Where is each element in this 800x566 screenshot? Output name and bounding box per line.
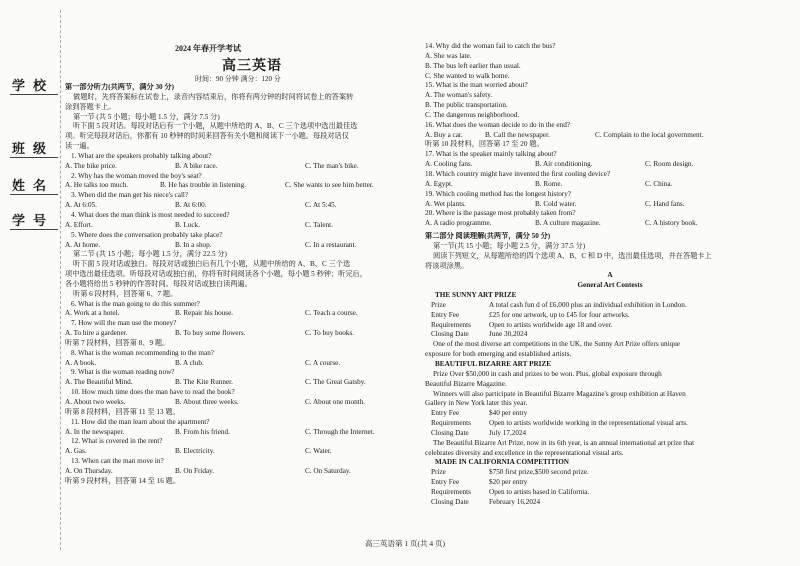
- q6-block: [65, 300, 415, 320]
- school-line: [10, 94, 58, 95]
- info-row: [425, 330, 795, 340]
- info-value: July 17,2024: [489, 428, 527, 437]
- binding-dash-line: [60, 10, 61, 550]
- option-c[interactable]: C. The Great Gatsby.: [305, 378, 366, 387]
- option-b[interactable]: B. Luck.: [175, 220, 200, 229]
- exam-meta: 时间：90 分钟 满分：120 分: [195, 75, 281, 83]
- info-value: Open to artists based in California.: [489, 487, 590, 496]
- option-b[interactable]: B. Call the newspaper.: [485, 130, 550, 139]
- student-id-line: [10, 229, 58, 230]
- q11-block: [65, 418, 415, 438]
- question-text: 2. Why has the woman moved the boy's seat?: [71, 171, 202, 180]
- question-text: 18. Which country might have invented the first cooling device?: [425, 169, 611, 178]
- option-b[interactable]: B. Repair his house.: [175, 309, 234, 318]
- options-row: [65, 241, 415, 251]
- info-row: [425, 419, 795, 429]
- option-c[interactable]: C. China.: [645, 179, 673, 188]
- question-text: 19. Which cooling method has the longest history?: [425, 189, 571, 198]
- q19-block: [425, 190, 795, 210]
- option-c[interactable]: C. Water.: [305, 447, 332, 456]
- option-b[interactable]: B. On Friday.: [175, 466, 215, 475]
- passage-text: The Beautiful Bizarre Art Prize, now in its 6th year, is an annual international art prize that: [433, 438, 695, 447]
- material-instruction: 听第 9 段材料，回答第 14 至 16 题。: [65, 476, 181, 485]
- question-text: 20. Where is the passage most probably taken from?: [425, 209, 576, 218]
- info-key: Requirements: [431, 487, 471, 496]
- option-a[interactable]: A. He talks too much.: [65, 181, 129, 190]
- option-c[interactable]: C. Teach a course.: [305, 309, 358, 318]
- options-row: [425, 160, 795, 170]
- info-key: Closing Date: [431, 330, 469, 339]
- material-instruction: 听第 10 段材料，回答第 17 至 20 题。: [425, 140, 544, 149]
- part1-intro-line: 做题时，先将答案标在试卷上，录音内容结束后，你将有两分钟的时间将试卷上的答案转: [73, 92, 354, 101]
- option-c[interactable]: C. The man's bike.: [305, 161, 359, 170]
- option-a[interactable]: A. On Thursday.: [65, 466, 113, 475]
- q5-block: [65, 231, 415, 251]
- option-c[interactable]: C. She wanted to walk home.: [425, 71, 510, 80]
- info-key: Requirements: [431, 419, 471, 428]
- part1-intro-line: 涂到答题卡上。: [65, 102, 116, 111]
- part1-heading: 第一部分听力(共两节，满分 30 分): [65, 83, 175, 91]
- info-row: [425, 409, 795, 419]
- info-row: [425, 311, 795, 321]
- question-text: 1. What are the speakers probably talking about?: [71, 151, 212, 160]
- option-a[interactable]: A. A radio programme.: [425, 219, 492, 228]
- q10-block: [65, 388, 415, 408]
- passage-text: Prize Over $50,000 in cash and prizes to be won. Plus, global exposure through: [433, 369, 662, 378]
- info-row: [425, 498, 795, 508]
- question-text: 4. What does the man think is most needed to succeed?: [71, 210, 230, 219]
- q12-block: [65, 437, 415, 457]
- q9-block: [65, 368, 415, 388]
- option-c[interactable]: C. Hand fans.: [645, 199, 685, 208]
- section-directions: 项中选出最佳选项。听每段对话或独白前，你将有时间阅读各个小题，每小题 5 秒钟；听完后，: [65, 270, 367, 279]
- question-text: 13. When can the man move in?: [71, 457, 164, 466]
- question-text: 17. What is the speaker mainly talking about?: [425, 150, 557, 159]
- option-a[interactable]: A. About two weeks.: [65, 398, 126, 406]
- option-c[interactable]: C. A course.: [305, 358, 341, 367]
- option-a[interactable]: A. Wet plants.: [425, 199, 466, 208]
- info-key: Requirements: [431, 320, 471, 329]
- q3-block: [65, 191, 415, 211]
- q4-block: [65, 211, 415, 231]
- options-row: [425, 131, 795, 141]
- right-column: [425, 42, 795, 508]
- question-text: 16. What does the woman decide to do in the end?: [425, 120, 570, 129]
- option-c[interactable]: C. Room design.: [645, 160, 694, 169]
- option-c[interactable]: C. At 5:45.: [305, 201, 337, 210]
- info-value: £25 for one artwork, up to £45 for four artworks.: [489, 310, 630, 319]
- info-row: [425, 468, 795, 478]
- student-id-label: 学号: [12, 214, 55, 229]
- options-row: [65, 467, 415, 477]
- option-b[interactable]: B. To buy some flowers.: [175, 329, 246, 338]
- question-text: 8. What is the woman recommending to the man?: [71, 348, 214, 357]
- q15-block: [425, 81, 795, 120]
- option-c[interactable]: C. On Saturday.: [305, 466, 351, 475]
- options-row: [65, 201, 415, 211]
- option-c[interactable]: C. About one month.: [305, 398, 366, 406]
- info-row: [425, 429, 795, 439]
- option-a[interactable]: A. Work at a hotel.: [65, 309, 120, 318]
- info-key: Entry Fee: [431, 478, 460, 487]
- options-row: [425, 219, 795, 229]
- option-a[interactable]: A. The woman's safety.: [425, 91, 493, 100]
- option-b[interactable]: B. Electricity.: [175, 447, 215, 456]
- section-directions: 各小题将给出 5 秒钟的作答时间。每段对话或独白读两遍。: [65, 279, 252, 288]
- q18-block: [425, 170, 795, 190]
- section-heading: 第一节(共 15 小题；每小题 2.5 分，满分 37.5 分): [433, 241, 586, 250]
- option-b[interactable]: B. Cold water.: [535, 199, 577, 208]
- option-c[interactable]: C. In a restaurant.: [305, 240, 357, 249]
- passage-text: Beautiful Bizarre Magazine.: [425, 379, 507, 388]
- passage-text: One of the most diverse art competitions in the UK, the Sunny Art Prize offers unique: [433, 340, 680, 349]
- passage-letter: A: [607, 271, 613, 280]
- passage-title: General Art Contests: [577, 281, 643, 290]
- option-b[interactable]: B. A club.: [175, 358, 204, 367]
- info-value: June 30,2024: [489, 330, 528, 339]
- option-a[interactable]: A. Buy a car.: [425, 130, 463, 139]
- info-value: Open to artists worldwide age 18 and over.: [489, 320, 613, 329]
- option-b[interactable]: B. From his friend.: [175, 427, 230, 436]
- option-b[interactable]: B. The bus left earlier than usual.: [425, 61, 521, 70]
- option-a[interactable]: A. Gas.: [65, 447, 87, 456]
- question-text: 12. What is covered in the rent?: [71, 437, 163, 446]
- info-value: February 16,2024: [489, 497, 541, 506]
- options-row: [65, 329, 415, 339]
- option-a[interactable]: A. At home.: [65, 240, 101, 249]
- section-heading: 第二节 (共 15 小题；每小题 1.5 分，满分 22.5 分): [73, 250, 227, 259]
- options-row: [65, 428, 415, 438]
- option-b[interactable]: B. The public transportation.: [425, 101, 508, 110]
- option-a[interactable]: A. She was late.: [425, 51, 472, 60]
- info-row: [425, 478, 795, 488]
- name-label: 姓名: [12, 179, 55, 194]
- info-row: [425, 321, 795, 331]
- contest-title: THE SUNNY ART PRIZE: [435, 291, 517, 300]
- material-instruction: 听第 8 段材料，回答第 11 至 13 题。: [65, 407, 180, 416]
- option-a[interactable]: A. The Beautiful Mind.: [65, 378, 133, 387]
- page-footer: 高三英语第 1 页(共 4 页): [365, 539, 445, 548]
- section-directions: 听下面 5 段对话。每段对话后有一个小题，从题中所给的 A、B、C 三个选项中选出最佳选: [73, 122, 358, 131]
- passage-text: celebrates diversity and excellence in the representational visual arts.: [425, 448, 624, 457]
- options-row: [65, 181, 415, 191]
- school-label: 学校: [12, 79, 55, 94]
- options-row: [65, 447, 415, 457]
- section-directions: 阅读下列短文，从每题所给的四个选项 A、B、C 和 D 中，选出最佳选项，并在答题卡上: [433, 251, 712, 260]
- info-value: $40 per entry: [489, 409, 528, 418]
- option-c[interactable]: C. She wants to see him better.: [285, 181, 374, 190]
- passage-text: exposure for both emerging and established artists.: [425, 350, 572, 359]
- options-row: [65, 359, 415, 369]
- option-a[interactable]: A. Effort.: [65, 220, 93, 229]
- q16-block: [425, 121, 795, 141]
- option-a[interactable]: A. Egypt.: [425, 179, 453, 188]
- option-a[interactable]: A. A book.: [65, 358, 97, 367]
- option-c[interactable]: C. The dangerous neighborhood.: [425, 110, 520, 119]
- section-directions: 听下面 5 段对话或独白。每段对话或独白后有几个小题，从题中所给的 A、B、C 三个选: [73, 260, 351, 269]
- option-b[interactable]: B. In a shop.: [175, 240, 212, 249]
- exam-name: 2024 年春开学考试: [175, 44, 241, 53]
- contest-title: MADE IN CALIFORNIA COMPETITION: [435, 458, 569, 467]
- section-directions: 项。听完每段对话后，你都有 10 秒钟的时间来回答有关小题和阅读下一小题。每段对话仅: [65, 132, 349, 141]
- info-row: [425, 301, 795, 311]
- question-text: 14. Why did the woman fail to catch the bus?: [425, 42, 556, 50]
- option-c[interactable]: C. To buy books.: [305, 329, 355, 338]
- options-row: [65, 378, 415, 388]
- q7-block: [65, 319, 415, 339]
- options-row: [425, 180, 795, 190]
- info-key: Closing Date: [431, 497, 469, 506]
- option-a[interactable]: A. Cooling fans.: [425, 160, 473, 169]
- option-b[interactable]: B. Rome.: [535, 179, 563, 188]
- info-value: Open to artists worldwide working in the representational visual arts.: [489, 419, 688, 428]
- option-c[interactable]: C. A history book.: [645, 219, 698, 228]
- info-key: Entry Fee: [431, 310, 460, 319]
- q2-block: [65, 172, 415, 192]
- section-heading: 第一节 (共 5 小题；每小题 1.5 分，满分 7.5 分): [73, 112, 220, 121]
- question-text: 15. What is the man worried about?: [425, 81, 528, 90]
- section-directions: 将该项涂黑。: [425, 261, 469, 270]
- info-key: Prize: [431, 468, 446, 477]
- question-text: 10. How much time does the man have to read the book?: [71, 388, 235, 397]
- q1-block: [65, 152, 415, 172]
- info-value: A total cash fun d of £6,000 plus an individual exhibition in London.: [489, 300, 687, 309]
- contest-title: BEAUTIFUL BIZARRE ART PRIZE: [435, 360, 552, 368]
- info-key: Entry Fee: [431, 409, 460, 418]
- options-row: [65, 221, 415, 231]
- options-row: [425, 200, 795, 210]
- info-value: $750 first prize,$500 second prize.: [489, 468, 589, 477]
- option-b[interactable]: B. He has trouble in listening.: [160, 181, 247, 190]
- name-line: [10, 194, 58, 195]
- info-key: Prize: [431, 300, 446, 309]
- question-text: 5. Where does the conversation probably take place?: [71, 230, 223, 239]
- option-b[interactable]: B. About three weeks.: [175, 398, 239, 406]
- option-b[interactable]: B. A culture magazine.: [535, 219, 601, 228]
- options-row: [65, 162, 415, 172]
- option-b[interactable]: B. At 6:00.: [175, 201, 207, 210]
- question-text: 6. What is the man going to do this summer?: [71, 299, 200, 308]
- passage-text: Gallery in New York later this year.: [425, 399, 528, 408]
- option-c[interactable]: C. Talent.: [305, 220, 333, 229]
- q17-block: [425, 150, 795, 170]
- class-label: 班级: [12, 142, 55, 157]
- question-text: 7. How will the man use the money?: [71, 319, 177, 328]
- question-text: 3. When did the man get his niece's call?: [71, 191, 189, 200]
- q20-block: [425, 209, 795, 229]
- q8-block: [65, 349, 415, 369]
- q13-block: [65, 457, 415, 477]
- option-a[interactable]: A. To hire a gardener.: [65, 329, 128, 338]
- part2-heading: 第二部分 阅读理解(共两节，满分 50 分): [425, 232, 551, 241]
- option-b[interactable]: B. The Kite Runner.: [175, 378, 233, 387]
- left-column: [65, 83, 415, 487]
- options-row: [65, 398, 415, 408]
- passage-text: Winners will also participate in Beautiful Bizarre Magazine's group exhibition at Haven: [433, 389, 686, 398]
- option-c[interactable]: C. Complain to the local government.: [595, 130, 704, 139]
- material-instruction: 听第 6 段材料，回答第 6、7 题。: [73, 289, 178, 298]
- info-row: [425, 488, 795, 498]
- option-a[interactable]: A. At 6:05.: [65, 201, 97, 210]
- q14-block: [425, 42, 795, 81]
- options-row: [65, 309, 415, 319]
- option-b[interactable]: B. Air conditioning.: [535, 160, 593, 169]
- binding-strip: [4, 60, 60, 310]
- question-text: 11. How did the man learn about the apartment?: [71, 417, 210, 426]
- option-c[interactable]: C. Through the Internet.: [305, 427, 375, 436]
- option-a[interactable]: A. The bike price.: [65, 161, 117, 170]
- page-title: 高三英语: [222, 58, 282, 74]
- info-key: Closing Date: [431, 428, 469, 437]
- section-directions: 读一遍。: [65, 142, 94, 151]
- option-b[interactable]: B. A bike race.: [175, 161, 218, 170]
- class-line: [10, 157, 58, 158]
- option-a[interactable]: A. In the newspaper.: [65, 427, 125, 436]
- material-instruction: 听第 7 段材料，回答第 8、9 题。: [65, 338, 170, 347]
- info-value: $20 per entry: [489, 478, 528, 487]
- question-text: 9. What is the woman reading now?: [71, 368, 175, 377]
